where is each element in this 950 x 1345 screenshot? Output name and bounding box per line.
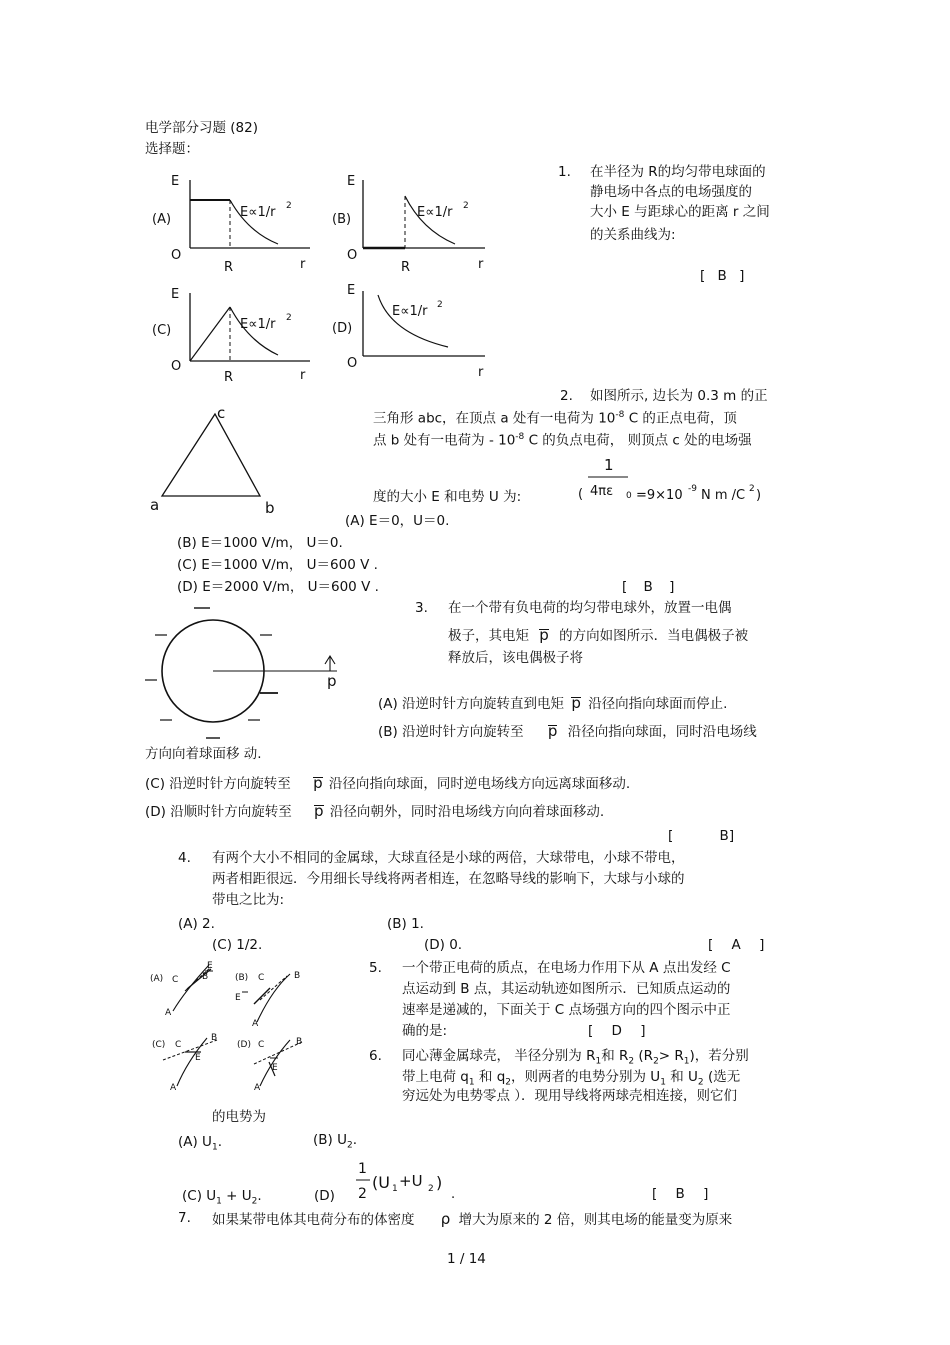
- svg-text:): ): [756, 488, 762, 503]
- q4-line: 两者相距很远．今用细长导线将两者相连，在忽略导线的影响下，大球与小球的: [212, 871, 685, 887]
- svg-text:C: C: [172, 975, 179, 985]
- fig-label: (C): [152, 1040, 166, 1050]
- q3-answer: [ B]: [668, 828, 735, 844]
- q1-answer: [ B ]: [700, 268, 745, 284]
- svg-text:C: C: [175, 1040, 182, 1050]
- graph-label: (C): [152, 323, 172, 338]
- q4-answer: [ A ]: [708, 937, 765, 953]
- axis-x-label: r: [300, 368, 306, 383]
- q4-option-c: (C) 1/2.: [212, 937, 263, 953]
- formula: E∝1/r: [392, 304, 428, 319]
- svg-text:A: A: [170, 1083, 177, 1093]
- origin-label: O: [171, 359, 182, 374]
- svg-text:A: A: [252, 1019, 259, 1029]
- q6-line: 同心薄金属球壳， 半径分别为 $R_1$和 $R_2$ $(R_2> R_1)$，若分别: [402, 1048, 749, 1067]
- q3-option-b-cont: 方向向着球面移 动.: [145, 746, 262, 762]
- svg-text:4πε: 4πε: [590, 484, 614, 499]
- q4-option-b: (B) 1.: [387, 916, 424, 932]
- svg-text:E: E: [272, 1063, 278, 1073]
- tick-label: R: [401, 260, 411, 275]
- graph-label: (A): [152, 212, 172, 227]
- q5-number: 5.: [369, 960, 382, 976]
- q6-line: 带上电荷 $q_1$ 和 $q_2$，则两者的电势分别为 $U_1$ 和 $U_2$ (选无: [402, 1069, 741, 1088]
- vertex-b: b: [265, 499, 275, 517]
- triangle-figure: [145, 400, 290, 520]
- svg-text:B: B: [296, 1037, 303, 1047]
- svg-text:+U: +U: [399, 1172, 423, 1190]
- q1-graph-a: [150, 170, 320, 275]
- q3-line: 极子，其电矩 p 的方向如图所示．当电偶极子被: [448, 626, 749, 644]
- q3-line: 在一个带有负电荷的均匀带电球外，放置一电偶: [448, 600, 732, 616]
- q1-number: 1.: [558, 164, 571, 180]
- q4-number: 4.: [178, 850, 191, 866]
- q6-number: 6.: [369, 1048, 382, 1064]
- q4-line: 带电之比为:: [212, 892, 285, 908]
- svg-text:2: 2: [749, 484, 755, 494]
- q6-option-c: (C) $U_1 + U_2$.: [182, 1188, 262, 1207]
- graph-label: (B): [332, 212, 352, 227]
- q1-line: 静电场中各点的电场强度的: [590, 184, 752, 200]
- q1-line: 的关系曲线为:: [590, 227, 676, 243]
- svg-text:B: B: [211, 1033, 218, 1043]
- formula: E∝1/r: [240, 317, 276, 332]
- svg-text:=9×10: =9×10: [636, 488, 683, 503]
- svg-text:N m /C: N m /C: [701, 488, 746, 503]
- svg-text:1: 1: [392, 1184, 398, 1194]
- axis-y-label: E: [171, 287, 180, 302]
- q6-line: 穷远处为电势零点 ）．现用导线将两球壳相连接，则它们: [402, 1088, 738, 1104]
- q2-option-d: (D) E＝2000 V/m， U＝600 V .: [177, 579, 379, 595]
- axis-x-label: r: [478, 257, 484, 272]
- q1-line: 大小 E 与距球心的距离 r 之间: [590, 204, 770, 220]
- vertex-a: a: [150, 496, 160, 514]
- q7-number: 7.: [178, 1210, 191, 1226]
- vertex-c: c: [217, 404, 226, 422]
- q5-figure-a: [145, 955, 230, 1025]
- q4-option-d: (D) 0.: [424, 937, 463, 953]
- fig-label: (B): [235, 973, 249, 983]
- q3-number: 3.: [415, 600, 428, 616]
- svg-text:2: 2: [428, 1184, 434, 1194]
- q1-graph-c: [150, 283, 320, 388]
- q3-option-c: (C) 沿逆时针方向旋转至 p 沿径向指向球面，同时逆电场线方向远离球面移动.: [145, 774, 631, 792]
- svg-text:2: 2: [358, 1186, 367, 1202]
- q4-option-a: (A) 2.: [178, 916, 215, 932]
- tick-label: R: [224, 260, 234, 275]
- fig-label: (D): [237, 1040, 251, 1050]
- formula: E∝1/r: [417, 205, 453, 220]
- svg-text:1: 1: [358, 1161, 367, 1177]
- q3-option-d: (D) 沿顺时针方向旋转至 p 沿径向朝外，同时沿电场线方向向着球面移动.: [145, 802, 605, 820]
- q2-line: 点 b 处有一电荷为 - $10^{-8}$ C 的负点电荷， 则顶点 c 处的电场强: [373, 432, 752, 449]
- exponent: 2: [286, 201, 292, 211]
- q6-option-b: (B) $U_2$.: [313, 1132, 357, 1151]
- q5-line: 确的是:: [402, 1023, 448, 1039]
- q1-graph-b: [330, 170, 500, 275]
- svg-text:A: A: [165, 1008, 172, 1018]
- q5-line: 点运动到 B 点，其运动轨迹如图所示．已知质点运动的: [402, 981, 731, 997]
- q5-figure-c: [145, 1030, 230, 1095]
- q2-line: 三角形 abc，在顶点 a 处有一电荷为 $10^{-8}$ C 的正点电荷，顶: [373, 410, 737, 427]
- q5-line: 一个带正电荷的质点，在电场力作用下从 A 点出发经 C: [402, 960, 731, 976]
- svg-text:0: 0: [626, 491, 632, 501]
- svg-text:B: B: [294, 971, 301, 981]
- q2-line: 度的大小 E 和电势 U 为:: [373, 489, 522, 505]
- coulomb-constant: [578, 453, 778, 508]
- q2-number: 2.: [560, 388, 573, 404]
- graph-label: (D): [332, 321, 353, 336]
- origin-label: O: [347, 356, 358, 371]
- q6-option-a: (A) $U_1$.: [178, 1134, 222, 1153]
- q6-line: 的电势为: [212, 1109, 266, 1125]
- axis-y-label: E: [347, 174, 356, 189]
- q6-option-d: (D): [314, 1188, 335, 1204]
- formula: E∝1/r: [240, 205, 276, 220]
- charged-sphere-figure: [140, 600, 350, 745]
- svg-text:(U: (U: [372, 1173, 390, 1192]
- section-title: 选择题：: [145, 141, 199, 157]
- exponent: 2: [463, 201, 469, 211]
- q1-graph-d: [330, 283, 500, 388]
- q2-answer: [ B ]: [622, 579, 675, 595]
- q5-figure-d: [232, 1030, 317, 1095]
- svg-text:C: C: [258, 973, 265, 983]
- q2-line: 如图所示, 边长为 0.3 m 的正: [590, 388, 768, 404]
- page-number: 1 / 14: [447, 1251, 486, 1267]
- q5-answer: [ D ]: [588, 1023, 646, 1039]
- q5-figure-b: [232, 960, 317, 1030]
- axis-x-label: r: [478, 365, 484, 380]
- q2-option-a: (A) E＝0，U＝0.: [345, 513, 450, 529]
- svg-text:(: (: [578, 487, 584, 502]
- svg-text:.: .: [451, 1187, 456, 1202]
- axis-x-label: r: [300, 257, 306, 272]
- q4-line: 有两个大小不相同的金属球，大球直径是小球的两倍，大球带电，小球不带电，: [212, 850, 685, 866]
- svg-text:E: E: [195, 1053, 201, 1063]
- exponent: 2: [437, 300, 443, 310]
- q7-line: 如果某带电体其电荷分布的体密度 ρ 增大为原来的 2 倍，则其电场的能量变为原来: [212, 1210, 733, 1228]
- q1-line: 在半径为 R的均匀带电球面的: [590, 164, 766, 180]
- axis-y-label: E: [347, 283, 356, 298]
- q2-option-c: (C) E＝1000 V/m， U＝600 V .: [177, 557, 378, 573]
- q2-option-b: (B) E＝1000 V/m， U＝0.: [177, 535, 343, 551]
- dipole-label: p: [327, 672, 337, 690]
- q5-line: 速率是递减的，下面关于 C 点场强方向的四个图示中正: [402, 1002, 731, 1018]
- svg-text:1: 1: [604, 456, 614, 474]
- q3-option-a: (A) 沿逆时针方向旋转直到电矩 p 沿径向指向球面而停止.: [378, 694, 728, 712]
- svg-text:E: E: [207, 961, 213, 971]
- svg-text:): ): [436, 1173, 443, 1192]
- svg-text:A: A: [254, 1083, 261, 1093]
- exponent: 2: [286, 313, 292, 323]
- svg-text:E: E: [235, 993, 241, 1003]
- q3-option-b: (B) 沿逆时针方向旋转至 p 沿径向指向球面，同时沿电场线: [378, 722, 757, 740]
- q3-line: 释放后，该电偶极子将: [448, 650, 583, 666]
- svg-text:-9: -9: [688, 484, 697, 494]
- svg-text:C: C: [258, 1040, 265, 1050]
- page-title: 电学部分习题 (82): [145, 120, 259, 136]
- origin-label: O: [171, 248, 182, 263]
- origin-label: O: [347, 248, 358, 263]
- q6-option-d-expr: [354, 1158, 464, 1206]
- q6-answer: [ B ]: [652, 1186, 709, 1202]
- fig-label: (A): [150, 974, 164, 984]
- tick-label: R: [224, 370, 234, 385]
- axis-y-label: E: [171, 174, 180, 189]
- dipole-symbol: p: [539, 626, 549, 644]
- svg-text:B: B: [202, 972, 209, 982]
